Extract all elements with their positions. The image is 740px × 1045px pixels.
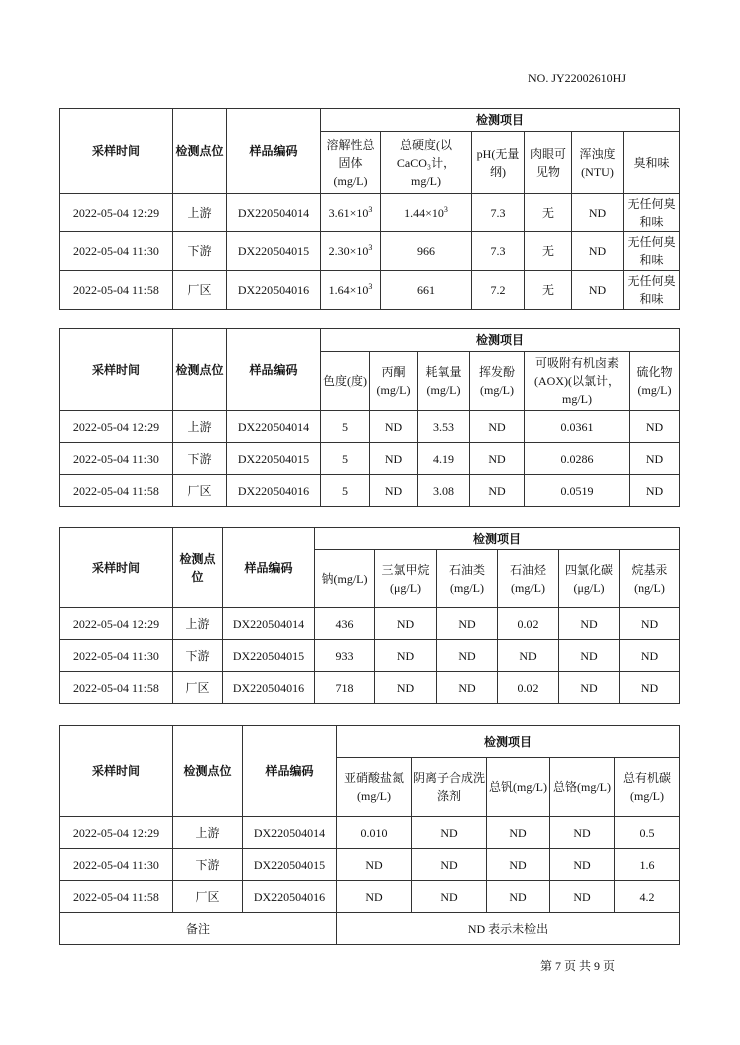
cell: 厂区 <box>173 475 227 507</box>
header-sample-code: 样品编码 <box>227 109 321 194</box>
cell: ND <box>370 475 418 507</box>
col-header: 烷基汞(ng/L) <box>620 550 680 608</box>
header-sampling-time: 采样时间 <box>60 726 173 817</box>
col-header: 色度(度) <box>321 352 370 411</box>
cell: ND <box>370 411 418 443</box>
header-sampling-time: 采样时间 <box>60 109 173 194</box>
cell: 下游 <box>173 849 243 881</box>
cell: ND <box>620 672 680 704</box>
cell: DX220504016 <box>243 881 337 913</box>
exponent: 3 <box>368 243 373 252</box>
cell: 无任何臭和味 <box>624 194 680 232</box>
table-row <box>60 475 680 507</box>
col-header: 硫化物(mg/L) <box>630 352 680 411</box>
cell <box>321 194 381 232</box>
header-test-point: 检测点位 <box>173 109 227 194</box>
cell: 0.0519 <box>525 475 630 507</box>
cell: ND <box>437 640 498 672</box>
table-row <box>60 881 680 913</box>
cell: DX220504015 <box>243 849 337 881</box>
result-table-1 <box>59 108 680 310</box>
cell: 3.08 <box>418 475 470 507</box>
cell: DX220504016 <box>223 672 315 704</box>
cell: 无 <box>525 271 572 310</box>
exponent: 3 <box>368 204 373 214</box>
cell: ND <box>559 672 620 704</box>
header-test-point: 检测点位 <box>173 726 243 817</box>
cell: 436 <box>315 608 375 640</box>
col-header: 总硬度(以 CaCO₃计，mg/L) <box>381 132 472 194</box>
cell: ND <box>412 881 487 913</box>
cell: 2022-05-04 11:58 <box>60 881 173 913</box>
cell: 2022-05-04 11:30 <box>60 640 173 672</box>
cell: 5 <box>321 475 370 507</box>
cell: 2022-05-04 12:29 <box>60 608 173 640</box>
cell: DX220504014 <box>227 194 321 232</box>
cell: 0.010 <box>337 817 412 849</box>
cell: 厂区 <box>173 672 223 704</box>
cell: ND <box>412 817 487 849</box>
cell: DX220504014 <box>243 817 337 849</box>
col-header: 总铬(mg/L) <box>550 758 615 817</box>
cell: ND <box>487 817 550 849</box>
col-header: 耗氧量(mg/L) <box>418 352 470 411</box>
cell: ND <box>370 443 418 475</box>
cell: 厂区 <box>173 881 243 913</box>
col-header: 溶解性总固体(mg/L) <box>321 132 381 194</box>
col-header: 亚硝酸盐氮(mg/L) <box>337 758 412 817</box>
table-row <box>60 271 680 310</box>
cell: ND <box>572 232 624 271</box>
cell: DX220504016 <box>227 271 321 310</box>
table-row <box>60 443 680 475</box>
cell: 718 <box>315 672 375 704</box>
cell: DX220504014 <box>223 608 315 640</box>
cell: 2022-05-04 12:29 <box>60 817 173 849</box>
col-header: 肉眼可见物 <box>525 132 572 194</box>
col-header: 丙酮(mg/L) <box>370 352 418 411</box>
cell: DX220504014 <box>227 411 321 443</box>
cell: DX220504015 <box>227 232 321 271</box>
cell: 3.53 <box>418 411 470 443</box>
page-footer: 第 7 页 共 9 页 <box>540 959 616 973</box>
cell: 2022-05-04 12:29 <box>60 194 173 232</box>
cell: 2022-05-04 11:58 <box>60 271 173 310</box>
cell: 下游 <box>173 443 227 475</box>
header-sampling-time: 采样时间 <box>60 329 173 411</box>
seal-stamp-fragment <box>716 452 740 494</box>
cell: 2022-05-04 12:29 <box>60 411 173 443</box>
col-header: 挥发酚(mg/L) <box>470 352 525 411</box>
header-test-items: 检测项目 <box>321 329 680 352</box>
header-test-point: 检测点位 <box>173 528 223 608</box>
cell: DX220504015 <box>223 640 315 672</box>
cell: 933 <box>315 640 375 672</box>
cell: 4.2 <box>615 881 680 913</box>
col-header: 三氯甲烷(μg/L) <box>375 550 437 608</box>
header-test-items: 检测项目 <box>315 528 680 550</box>
cell <box>321 232 381 271</box>
cell: 下游 <box>173 232 227 271</box>
cell <box>321 271 381 310</box>
cell: ND <box>470 475 525 507</box>
cell: 上游 <box>173 411 227 443</box>
cell: 7.3 <box>472 232 525 271</box>
cell: 5 <box>321 411 370 443</box>
cell: 无 <box>525 194 572 232</box>
col-header: 四氯化碳(μg/L) <box>559 550 620 608</box>
cell: ND <box>572 194 624 232</box>
col-header: 钠(mg/L) <box>315 550 375 608</box>
table-row <box>60 411 680 443</box>
col-header: 石油烃(mg/L) <box>498 550 559 608</box>
cell: 下游 <box>173 640 223 672</box>
cell: 2022-05-04 11:30 <box>60 443 173 475</box>
cell: 2022-05-04 11:58 <box>60 672 173 704</box>
cell: ND <box>437 672 498 704</box>
cell: ND <box>375 640 437 672</box>
cell: ND <box>337 881 412 913</box>
cell: ND <box>375 672 437 704</box>
table-row <box>60 640 680 672</box>
remark-text: ND 表示未检出 <box>337 913 680 945</box>
cell: ND <box>572 271 624 310</box>
cell-value: 1.64×10 <box>328 283 369 297</box>
table-row <box>60 849 680 881</box>
cell: 2022-05-04 11:58 <box>60 475 173 507</box>
exponent: 3 <box>443 204 448 214</box>
header-test-items: 检测项目 <box>321 109 680 132</box>
header-sample-code: 样品编码 <box>223 528 315 608</box>
cell: 1.6 <box>615 849 680 881</box>
cell <box>381 194 472 232</box>
cell: 7.2 <box>472 271 525 310</box>
report-number: NO. JY22002610HJ <box>528 71 627 85</box>
cell: 0.5 <box>615 817 680 849</box>
header-sample-code: 样品编码 <box>227 329 321 411</box>
cell: 2022-05-04 11:30 <box>60 232 173 271</box>
cell-value: 2.30×10 <box>328 244 369 258</box>
cell: 无任何臭和味 <box>624 271 680 310</box>
col-header: 石油类(mg/L) <box>437 550 498 608</box>
seal-stamp-fragment <box>716 548 740 578</box>
cell-value: 3.61×10 <box>328 205 369 220</box>
cell: 0.0361 <box>525 411 630 443</box>
table-row <box>60 194 680 232</box>
header-sampling-time: 采样时间 <box>60 528 173 608</box>
result-table-3 <box>59 527 680 704</box>
cell: ND <box>630 443 680 475</box>
cell-value: 1.44×10 <box>404 205 444 220</box>
cell: DX220504016 <box>227 475 321 507</box>
header-test-items: 检测项目 <box>337 726 680 758</box>
table-row <box>60 817 680 849</box>
result-table-4 <box>59 725 680 945</box>
col-header: 阴离子合成洗涤剂 <box>412 758 487 817</box>
table-row <box>60 608 680 640</box>
cell: ND <box>375 608 437 640</box>
cell: ND <box>550 881 615 913</box>
col-header: 臭和味 <box>624 132 680 194</box>
cell: 7.3 <box>472 194 525 232</box>
cell: ND <box>630 411 680 443</box>
cell: ND <box>550 849 615 881</box>
cell: 0.0286 <box>525 443 630 475</box>
cell: 厂区 <box>173 271 227 310</box>
remark-label: 备注 <box>60 913 337 945</box>
header-test-point: 检测点位 <box>173 329 227 411</box>
cell: 无任何臭和味 <box>624 232 680 271</box>
cell: ND <box>620 608 680 640</box>
cell: ND <box>630 475 680 507</box>
table-row <box>60 232 680 271</box>
cell: ND <box>498 640 559 672</box>
col-header: pH(无量纲) <box>472 132 525 194</box>
cell: ND <box>620 640 680 672</box>
cell: ND <box>550 817 615 849</box>
table-row <box>60 672 680 704</box>
cell: 上游 <box>173 194 227 232</box>
header-sample-code: 样品编码 <box>243 726 337 817</box>
cell: 661 <box>381 271 472 310</box>
col-header: 总钒(mg/L) <box>487 758 550 817</box>
cell: 0.02 <box>498 672 559 704</box>
cell: ND <box>487 881 550 913</box>
cell: 5 <box>321 443 370 475</box>
cell: 上游 <box>173 817 243 849</box>
result-table-2 <box>59 328 680 507</box>
exponent: 3 <box>368 282 373 291</box>
col-header: 总有机碳(mg/L) <box>615 758 680 817</box>
remark-row <box>60 913 680 945</box>
cell: 966 <box>381 232 472 271</box>
cell: 4.19 <box>418 443 470 475</box>
cell: ND <box>559 608 620 640</box>
cell: ND <box>470 443 525 475</box>
cell: ND <box>559 640 620 672</box>
cell: ND <box>470 411 525 443</box>
cell: ND <box>412 849 487 881</box>
cell: 2022-05-04 11:30 <box>60 849 173 881</box>
cell: 上游 <box>173 608 223 640</box>
cell: ND <box>487 849 550 881</box>
cell: 0.02 <box>498 608 559 640</box>
col-header: 可吸附有机卤素(AOX)(以氯计，mg/L) <box>525 352 630 411</box>
cell: ND <box>337 849 412 881</box>
cell: ND <box>437 608 498 640</box>
col-header: 浑浊度(NTU) <box>572 132 624 194</box>
cell: 无 <box>525 232 572 271</box>
cell: DX220504015 <box>227 443 321 475</box>
